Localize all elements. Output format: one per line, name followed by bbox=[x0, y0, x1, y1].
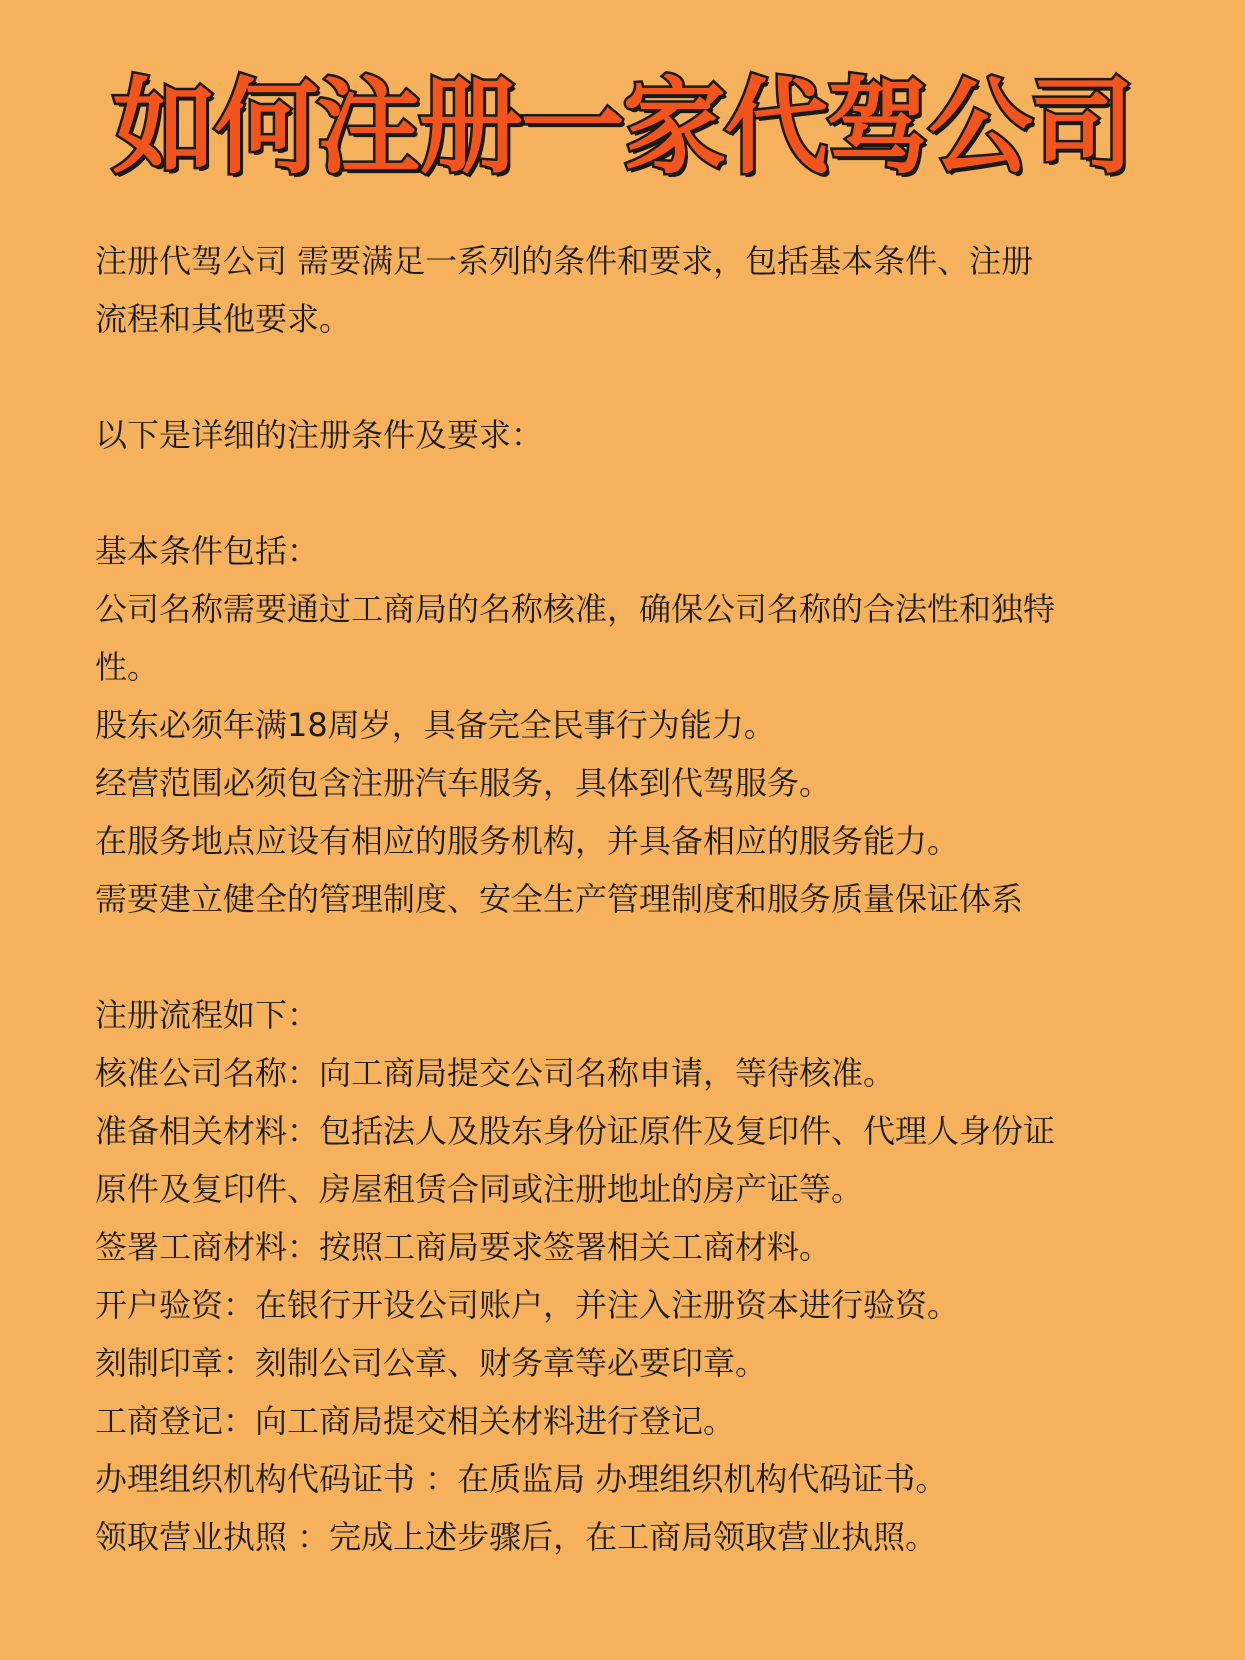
process-step-line: 原件及复印件、房屋租赁合同或注册地址的房产证等。 bbox=[95, 1170, 864, 1208]
process-step-line: 开户验资：在银行开设公司账户，并注入注册资本进行验资。 bbox=[95, 1286, 960, 1324]
basic-condition-line: 在服务地点应设有相应的服务机构，并具备相应的服务能力。 bbox=[95, 822, 960, 860]
basic-condition-line: 股东必须年满18周岁，具备完全民事行为能力。 bbox=[95, 706, 776, 744]
basic-conditions-heading: 基本条件包括： bbox=[95, 532, 320, 570]
process-step-line: 刻制印章：刻制公司公章、财务章等必要印章。 bbox=[95, 1344, 768, 1382]
paragraph-gap bbox=[95, 928, 1165, 986]
paragraph-gap bbox=[95, 464, 1165, 522]
basic-condition-line: 经营范围必须包含注册汽车服务，具体到代驾服务。 bbox=[95, 764, 832, 802]
basic-condition-line: 公司名称需要通过工商局的名称核准，确保公司名称的合法性和独特 bbox=[95, 590, 1056, 628]
page-title: 如何注册一家代驾公司 bbox=[112, 66, 1133, 188]
process-heading: 注册流程如下： bbox=[95, 996, 320, 1034]
process-step-line: 领取营业执照 ：完成上述步骤后，在工商局领取营业执照。 bbox=[95, 1518, 938, 1556]
process-step-line: 办理组织机构代码证书 ：在质监局 办理组织机构代码证书。 bbox=[95, 1460, 948, 1498]
intro-line-2: 流程和其他要求。 bbox=[95, 300, 352, 338]
process-step-line: 准备相关材料：包括法人及股东身份证原件及复印件、代理人身份证 bbox=[95, 1112, 1056, 1150]
details-heading: 以下是详细的注册条件及要求： bbox=[95, 416, 544, 454]
process-step-line: 签署工商材料：按照工商局要求签署相关工商材料。 bbox=[95, 1228, 832, 1266]
process-step-line: 核准公司名称：向工商局提交公司名称申请，等待核准。 bbox=[95, 1054, 896, 1092]
paragraph-gap bbox=[95, 348, 1165, 406]
intro-line-1: 注册代驾公司 需要满足一系列的条件和要求，包括基本条件、注册 bbox=[95, 242, 1034, 280]
document-body bbox=[95, 232, 1165, 1566]
process-step-line: 工商登记：向工商局提交相关材料进行登记。 bbox=[95, 1402, 736, 1440]
basic-condition-line: 性。 bbox=[95, 648, 160, 686]
basic-condition-line: 需要建立健全的管理制度、安全生产管理制度和服务质量保证体系 bbox=[95, 880, 1024, 918]
